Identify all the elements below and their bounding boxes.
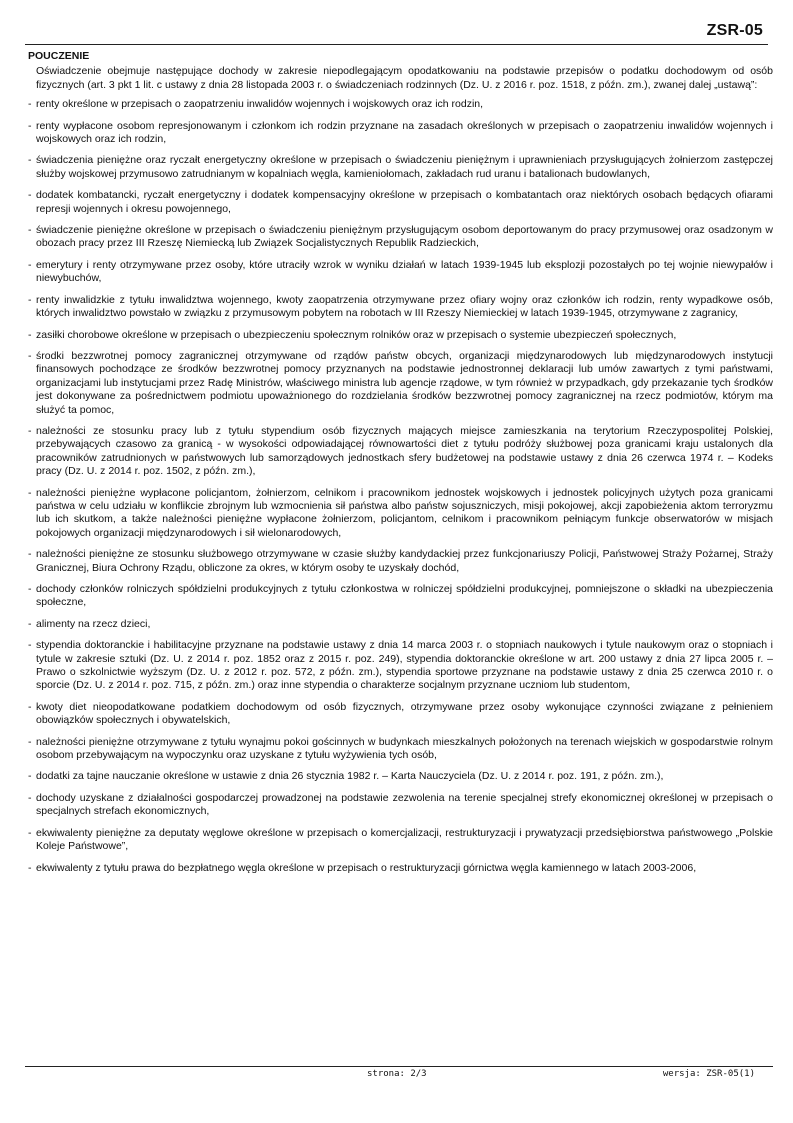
list-item xyxy=(28,487,773,541)
list-item xyxy=(28,862,773,875)
list-item xyxy=(28,736,773,763)
form-version: wersja: ZSR-05(1) xyxy=(662,1069,755,1079)
list-bullet-dash: - xyxy=(28,639,32,652)
list-bullet-dash: - xyxy=(28,791,32,804)
list-item xyxy=(28,154,773,181)
list-item xyxy=(28,701,773,728)
list-bullet-dash: - xyxy=(28,617,32,630)
list-bullet-dash: - xyxy=(28,583,32,595)
list-item-text: środki bezzwrotnej pomocy zagranicznej otrzymywane od rządów państw obcych, organizacji międzynarodowych lub międzynarodowych instytucji finansowych pochodzące ze środków bezzwrotnej pomocy przyznanych na podstawie jednostronnej deklaracji lub umów zawartych z tymi państwami, organizacjami lub instytucjami przez Radę Ministrów, właściwego ministra lub agencje rządowe, w tym również w przypadkach, gdy przekazanie tych środków jest dokonywane za pośrednictwem podmiotu upoważnionego do rozdzielania środków bezzwrotnej pomocy zagranicznej na rzecz podmiotów, którym ma służyć ta pomoc, xyxy=(36,349,773,416)
list-item xyxy=(28,639,773,693)
list-item xyxy=(28,294,773,321)
list-item xyxy=(28,350,773,417)
list-item xyxy=(28,189,773,216)
list-item-text: emerytury i renty otrzymywane przez osoby, które utraciły wzrok w wyniku działań w latach 1939-1945 lub eksplozji pozostałych po tej wojnie niewypałów i niewybuchów, xyxy=(36,258,773,285)
list-item xyxy=(28,792,773,819)
list-item xyxy=(28,120,773,147)
list-item xyxy=(28,98,773,111)
list-item xyxy=(28,618,773,631)
list-item xyxy=(28,770,773,783)
form-code: ZSR-05 xyxy=(706,22,763,39)
list-bullet-dash: - xyxy=(28,735,32,748)
list-item-text: dochody uzyskane z działalności gospodarczej prowadzonej na podstawie zezwolenia na terenie specjalnej strefy ekonomicznej określonej w przepisach o specjalnych strefach ekonomicznych, xyxy=(36,791,773,818)
list-item xyxy=(28,329,773,342)
list-bullet-dash: - xyxy=(28,189,32,202)
intro-paragraph: Oświadczenie obejmuje następujące dochody w zakresie niepodlegającym opodatkowaniu na podstawie przepisów o podatku dochodowym od osób fizycznych (art. 3 pkt 1 lit. c ustawy z dnia 28 listopada 2003 r. o świadczeniach rodzinnych (Dz. U. z 2016 r. poz. 1518, z późn. zm.), zwanej dalej „ustawą”: xyxy=(36,65,773,91)
list-item-text: ekwiwalenty pieniężne za deputaty węglowe określone w przepisach o komercjalizacji, restrukturyzacji i prywatyzacji przedsiębiorstwa państwowego „Polskie Koleje Państwowe”, xyxy=(36,826,773,853)
list-item-text: należności ze stosunku pracy lub z tytułu stypendium osób fizycznych mających miejsce zamieszkania na terytorium Rzeczypospolitej Polskiej, przebywających czasowo za granicą - w wysokości odpowiadającej równowartości diet z tytułu podróży służbowej poza granicami kraju ustalonych dla pracowników zatrudnionych w państwowych lub samorządowych jednostkach sfery budżetowej na podstawie ustawy z dnia 26 czerwca 1974 r. – Kodeks pracy (Dz. U. z 2014 r. poz. 1502, z późn. zm.), xyxy=(36,424,773,478)
list-bullet-dash: - xyxy=(28,98,32,111)
section-title: POUCZENIE xyxy=(28,50,90,62)
list-item-text: należności pieniężne otrzymywane z tytułu wynajmu pokoi gościnnych w budynkach mieszkalnych położonych na terenach wiejskich w gospodarstwie rolnym osobom przebywającym na wypoczynku oraz uzyskane z tytułu wyżywienia tych osób, xyxy=(36,735,773,762)
list-bullet-dash: - xyxy=(28,548,32,561)
list-bullet-dash: - xyxy=(28,258,32,271)
list-bullet-dash: - xyxy=(28,486,32,499)
list-item-text: renty określone w przepisach o zaopatrzeniu inwalidów wojennych i wojskowych oraz ich rodzin, xyxy=(36,98,484,111)
list-bullet-dash: - xyxy=(28,328,32,341)
list-item-text: dodatek kombatancki, ryczałt energetyczny i dodatek kompensacyjny określone w przepisach o kombatantach oraz niektórych osobach będących ofiarami represji wojennych i okresu powojennego, xyxy=(36,189,773,215)
list-item-text: należności pieniężne ze stosunku służbowego otrzymywane w czasie służby kandydackiej przez funkcjonariuszy Policji, Państwowej Straży Pożarnej, Straży Granicznej, Biura Ochrony Rządu, obliczone za okres, w którym osoby te uzyskały dochód, xyxy=(36,548,773,574)
list-item-text: dochody członków rolniczych spółdzielni produkcyjnych z tytułu członkostwa w rolniczej spółdzielni produkcyjnej, pomniejszone o składki na ubezpieczenia społeczne, xyxy=(36,583,773,609)
list-bullet-dash: - xyxy=(28,861,32,874)
list-item-text: ekwiwalenty z tytułu prawa do bezpłatnego węgla określone w przepisach o restrukturyzacji górnictwa węgla kamiennego w latach 2003-2006, xyxy=(36,861,697,874)
list-item xyxy=(28,224,773,251)
list-bullet-dash: - xyxy=(28,826,32,839)
list-item xyxy=(28,827,773,854)
list-item xyxy=(28,259,773,286)
list-item-text: świadczenia pieniężne oraz ryczałt energetyczny określone w przepisach o świadczeniu pieniężnym i uprawnieniach przysługujących żołnierzom zastępczej służby wojskowej przymusowo zatrudnianym w kopalniach węgla, kamieniołomach, zakładach rud uranu i batalionach budowlanych, xyxy=(36,154,773,180)
list-item-text: alimenty na rzecz dzieci, xyxy=(36,617,151,630)
list-item-text: kwoty diet nieopodatkowane podatkiem dochodowym od osób fizycznych, otrzymywane przez osoby wykonujące czynności związane z pełnieniem obowiązków społecznych i obywatelskich, xyxy=(36,700,773,727)
list-bullet-dash: - xyxy=(28,154,32,167)
list-item-text: renty wypłacone osobom represjonowanym i członkom ich rodzin przyznane na zasadach określonych w przepisach o zaopatrzeniu inwalidów wojennych i wojskowych oraz ich rodzin, xyxy=(36,119,773,146)
list-item-text: renty inwalidzkie z tytułu inwalidztwa wojennego, kwoty zaopatrzenia otrzymywane przez ofiary wojny oraz członków ich rodzin, renty wypadkowe osób, których inwalidztwo powstało w związku z przymusowym pobytem na robotach w III Rzeszy Niemieckiej w latach 1939-1945, otrzymywane z zagranicy, xyxy=(36,293,773,320)
list-item-text: należności pieniężne wypłacone policjantom, żołnierzom, celnikom i pracownikom jednostek wojskowych i jednostek policyjnych użytych poza granicami państwa w celu udziału w konflikcie zbrojnym lub wzmocnienia sił państwa albo państw sojuszniczych, misji pokojowej, akcji zapobieżenia aktom terroryzmu lub ich skutkom, a także należności pieniężne wypłacone żołnierzom, policjantom, celnikom i pracownikom pełniącym funkcje obserwatorów w misjach pokojowych organizacji międzynarodowych i sił wielonarodowych, xyxy=(36,486,773,539)
list-item xyxy=(28,583,773,610)
header-divider xyxy=(25,44,768,45)
income-list xyxy=(28,98,773,875)
list-bullet-dash: - xyxy=(28,119,32,132)
list-item-text: zasiłki chorobowe określone w przepisach o ubezpieczeniu społecznym rolników oraz w przepisach o systemie ubezpieczeń społecznych, xyxy=(36,328,677,341)
list-bullet-dash: - xyxy=(28,424,32,437)
page-number: strona: 2/3 xyxy=(367,1069,427,1079)
list-bullet-dash: - xyxy=(28,349,32,362)
list-bullet-dash: - xyxy=(28,224,32,237)
list-item xyxy=(28,548,773,575)
list-bullet-dash: - xyxy=(28,770,32,783)
list-item-text: dodatki za tajne nauczanie określone w ustawie z dnia 26 stycznia 1982 r. – Karta Nauczyciela (Dz. U. z 2014 r. poz. 191, z późn. zm.), xyxy=(36,770,664,783)
footer-divider xyxy=(25,1066,773,1067)
list-item-text: stypendia doktoranckie i habilitacyjne przyznane na podstawie ustawy z dnia 14 marca 2003 r. o stopniach naukowych i tytule naukowym oraz o stopniach i tytule w zakresie sztuki (Dz. U. z 2014 r. poz. 1852 oraz z 2015 r. poz. 249), stypendia doktoranckie określone w art. 200 ustawy z dnia 27 lipca 2005 r. – Prawo o szkolnictwie wyższym (Dz. U. z 2012 r. poz. 572, z późn. zm.), stypendia sportowe przyznane na podstawie ustawy z dnia 25 czerwca 2010 r. o sporcie (Dz. U. z 2014 r. poz. 715, z późn. zm.) oraz inne stypendia o charakterze socjalnym przyznane uczniom lub studentom, xyxy=(36,639,773,692)
list-item-text: świadczenie pieniężne określone w przepisach o świadczeniu pieniężnym przysługującym osobom deportowanym do pracy przymusowej oraz osadzonym w obozach pracy przez III Rzeszę Niemiecką lub Związek Socjalistycznych Republik Radzieckich, xyxy=(36,224,773,250)
list-item xyxy=(28,425,773,479)
list-bullet-dash: - xyxy=(28,700,32,713)
instructions-section xyxy=(28,50,773,883)
list-bullet-dash: - xyxy=(28,293,32,306)
